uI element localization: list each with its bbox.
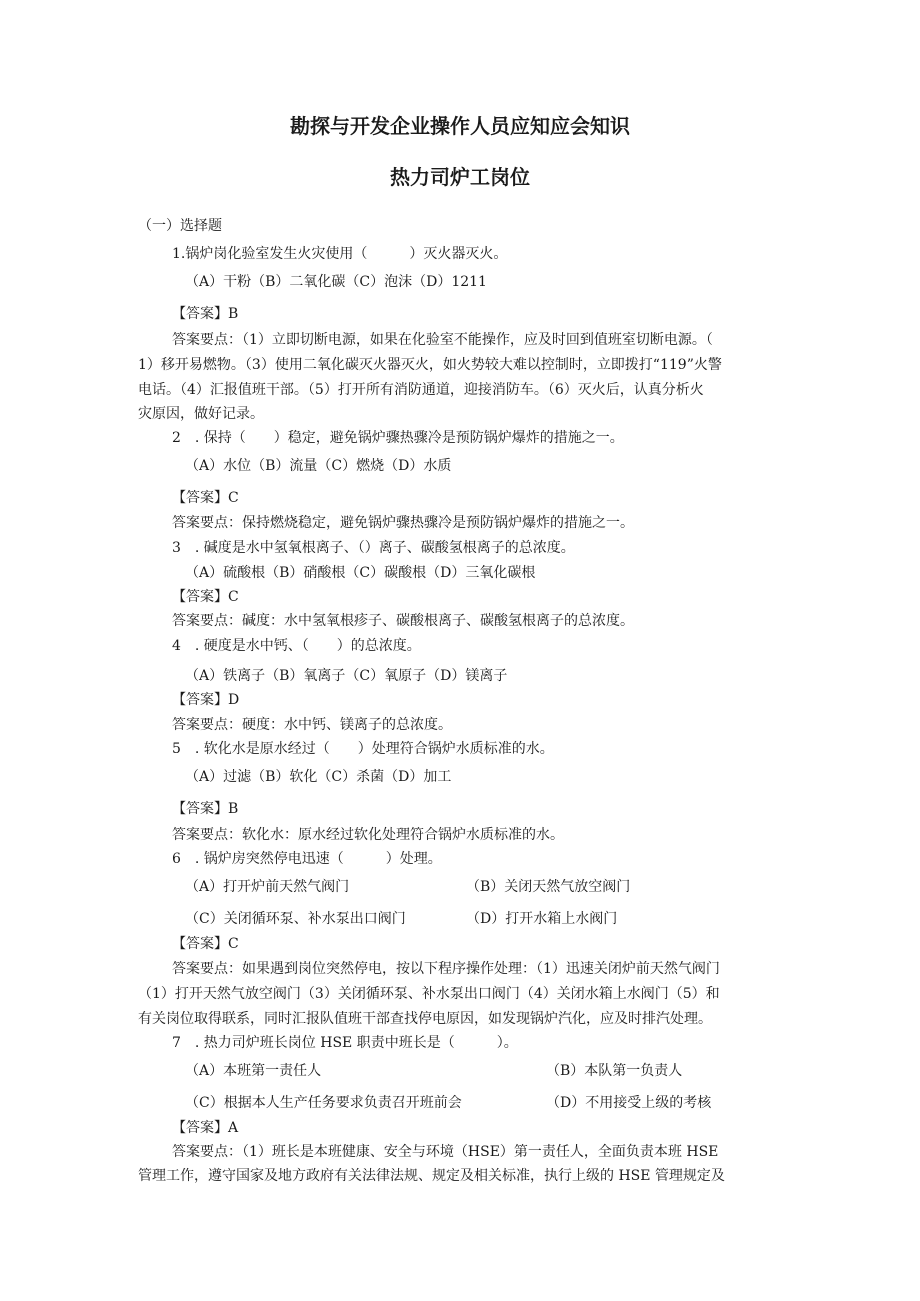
- question-1-explanation: 灾原因，做好记录。: [138, 406, 264, 422]
- question-6-explanation: 有关岗位取得联系，同时汇报队值班干部查找停电原因，如发现锅炉汽化，应及时排汽处理。: [138, 1011, 712, 1027]
- question-1-answer: 【答案】B: [172, 306, 239, 322]
- question-3-options: （A）硫酸根（B）硝酸根（C）碳酸根（D）三氧化碳根: [185, 565, 536, 581]
- document-subtitle: 热力司炉工岗位: [390, 165, 530, 189]
- question-2: 2 . 保持（ ）稳定，避免锅炉骤热骤冷是预防锅炉爆炸的措施之一。: [172, 430, 624, 446]
- question-6-option-c: （C）关闭循环泵、补水泵出口阀门: [185, 911, 406, 927]
- question-6-answer: 【答案】C: [172, 936, 239, 952]
- question-7-explanation: 答案要点：（1）班长是本班健康、安全与环境（HSE）第一责任人，全面负责本班 HSE: [172, 1144, 719, 1160]
- question-4: 4 . 硬度是水中钙、（ ）的总浓度。: [172, 638, 421, 654]
- question-6-explanation: （1）打开天然气放空阀门（3）关闭循环泵、补水泵出口阀门（4）关闭水箱上水阀门（5）和: [138, 986, 720, 1002]
- question-1-explanation: 1）移开易燃物。（3）使用二氧化碳灭火器灭火，如火势较大难以控制时，立即拨打“119”火警: [138, 357, 722, 373]
- question-3-answer: 【答案】C: [172, 589, 239, 605]
- question-7-option-d: （D）不用接受上级的考核: [546, 1095, 712, 1111]
- question-6: 6 . 锅炉房突然停电迅速（ ）处理。: [172, 851, 442, 867]
- question-7-answer: 【答案】A: [172, 1120, 239, 1136]
- document-title: 勘探与开发企业操作人员应知应会知识: [290, 114, 630, 138]
- question-2-explanation: 答案要点：保持燃烧稳定，避免锅炉骤热骤冷是预防锅炉爆炸的措施之一。: [172, 515, 634, 531]
- question-6-option-d: （D）打开水箱上水阀门: [466, 911, 618, 927]
- question-2-answer: 【答案】C: [172, 490, 239, 506]
- question-1-explanation: 答案要点：（1）立即切断电源，如果在化验室不能操作，应及时回到值班室切断电源。（: [172, 332, 713, 348]
- question-5: 5 . 软化水是原水经过（ ）处理符合锅炉水质标准的水。: [172, 741, 554, 757]
- question-1-explanation: 电话。（4）汇报值班干部。（5）打开所有消防通道，迎接消防车。（6）灭火后，认真分析火: [138, 382, 704, 398]
- question-3: 3 . 碱度是水中氢氧根离子、（）离子、碳酸氢根离子的总浓度。: [172, 540, 575, 556]
- question-4-answer: 【答案】D: [172, 692, 240, 708]
- question-5-explanation: 答案要点：软化水：原水经过软化处理符合锅炉水质标准的水。: [172, 827, 564, 843]
- question-1: 1.锅炉岗化验室发生火灾使用（ ）灭火器灭火。: [172, 246, 508, 262]
- question-2-options: （A）水位（B）流量（C）燃烧（D）水质: [185, 458, 452, 474]
- question-5-answer: 【答案】B: [172, 801, 239, 817]
- question-4-options: （A）铁离子（B）氧离子（C）氧原子（D）镁离子: [185, 668, 508, 684]
- question-7-option-c: （C）根据本人生产任务要求负责召开班前会: [185, 1095, 462, 1111]
- question-7-option-b: （B）本队第一负责人: [546, 1063, 683, 1079]
- question-6-option-b: （B）关闭天然气放空阀门: [466, 879, 631, 895]
- question-4-explanation: 答案要点：硬度：水中钙、镁离子的总浓度。: [172, 717, 452, 733]
- question-7-explanation: 管理工作，遵守国家及地方政府有关法律法规、规定及相关标准，执行上级的 HSE 管理规定及: [138, 1168, 725, 1184]
- section-heading: （一）选择题: [138, 218, 222, 234]
- question-6-option-a: （A）打开炉前天然气阀门: [185, 879, 350, 895]
- question-7-option-a: （A）本班第一责任人: [185, 1063, 322, 1079]
- question-3-explanation: 答案要点：碱度：水中氢氧根疹子、碳酸根离子、碳酸氢根离子的总浓度。: [172, 613, 634, 629]
- question-1-options: （A）干粉（B）二氧化碳（C）泡沫（D）1211: [185, 274, 487, 290]
- question-6-explanation: 答案要点：如果遇到岗位突然停电，按以下程序操作处理：（1）迅速关闭炉前天然气阀门: [172, 961, 720, 977]
- question-7: 7 . 热力司炉班长岗位 HSE 职责中班长是（ ）。: [172, 1035, 518, 1051]
- question-5-options: （A）过滤（B）软化（C）杀菌（D）加工: [185, 769, 452, 785]
